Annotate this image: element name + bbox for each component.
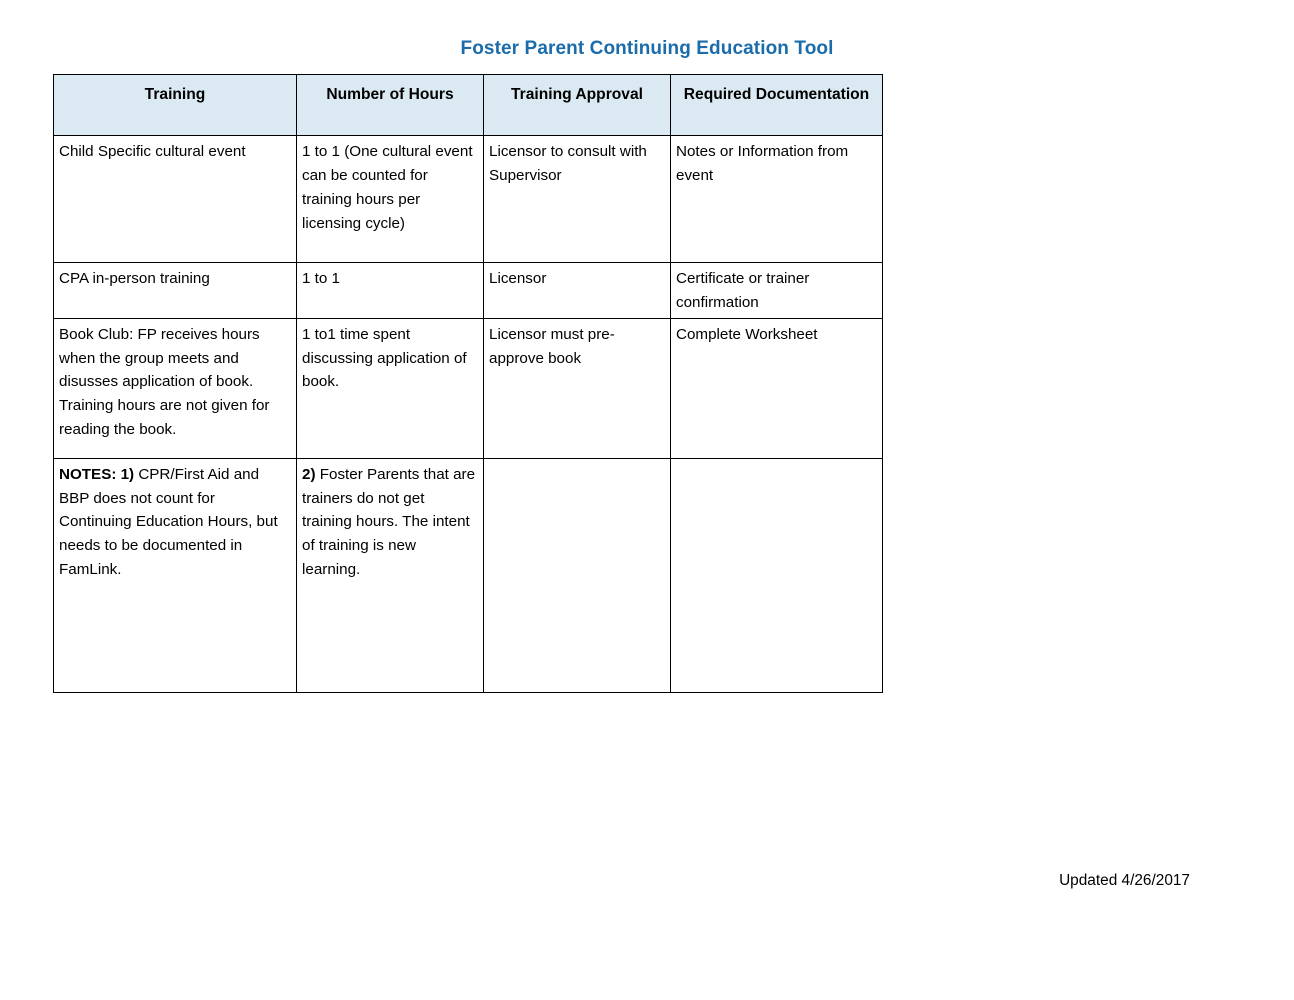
cell-note-one xyxy=(54,458,297,692)
table-row xyxy=(54,263,883,319)
cell-approval xyxy=(484,136,671,263)
cell-hours xyxy=(297,263,484,319)
cell-approval-empty xyxy=(484,458,671,692)
cell-documentation xyxy=(671,136,883,263)
cell-text: Complete Worksheet xyxy=(676,325,818,343)
cell-training xyxy=(54,318,297,458)
note-two-text: Foster Parents that are trainers do not get training hours. The intent of training is new learning. xyxy=(302,465,476,579)
cell-text: 1 to 1 (One cultural event can be counted for training hours per licensing cycle) xyxy=(302,143,473,232)
column-header-number-of-hours: Number of Hours xyxy=(297,75,484,136)
note-two-label: 2) xyxy=(302,465,316,483)
table-row xyxy=(54,136,883,263)
cell-hours xyxy=(297,136,484,263)
cell-documentation xyxy=(671,318,883,458)
updated-date-footer: Updated 4/26/2017 xyxy=(1059,872,1190,889)
cell-text: 1 to 1 xyxy=(302,270,340,287)
column-header-training: Training xyxy=(54,75,297,136)
cell-text: Book Club: FP receives hours when the group meets and disusses application of book. Training hours are not given for reading the book. xyxy=(59,325,270,439)
cell-text: Notes or Information from event xyxy=(676,143,849,184)
cell-text: Certificate or trainer confirmation xyxy=(676,270,810,311)
cell-text: Licensor must pre-approve book xyxy=(489,325,615,367)
cell-approval xyxy=(484,263,671,319)
cell-text: CPA in-person training xyxy=(59,270,210,287)
table-header-row xyxy=(54,75,883,136)
cell-text: 1 to1 time spent discussing application of book. xyxy=(302,325,467,391)
column-header-training-approval: Training Approval xyxy=(484,75,671,136)
cell-hours xyxy=(297,318,484,458)
table-row xyxy=(54,318,883,458)
page-title: Foster Parent Continuing Education Tool xyxy=(460,38,834,59)
notes-text: CPR/First Aid and BBP does not count for Continuing Education Hours, but needs to be documented in FamLink. xyxy=(59,465,278,579)
cell-text: Child Specific cultural event xyxy=(59,143,246,160)
column-header-required-documentation: Required Documentation xyxy=(671,75,883,136)
cell-text: Licensor xyxy=(489,270,547,287)
cell-training xyxy=(54,136,297,263)
table-row-notes xyxy=(54,458,883,692)
table-header xyxy=(54,75,883,136)
cell-training xyxy=(54,263,297,319)
cell-approval xyxy=(484,318,671,458)
cell-text: Licensor to consult with Supervisor xyxy=(489,143,647,184)
cell-documentation xyxy=(671,263,883,319)
continuing-education-table xyxy=(53,74,883,693)
table-body xyxy=(54,136,883,693)
cell-documentation-empty xyxy=(671,458,883,692)
notes-label: NOTES: 1) xyxy=(59,465,135,483)
cell-note-two xyxy=(297,458,484,692)
